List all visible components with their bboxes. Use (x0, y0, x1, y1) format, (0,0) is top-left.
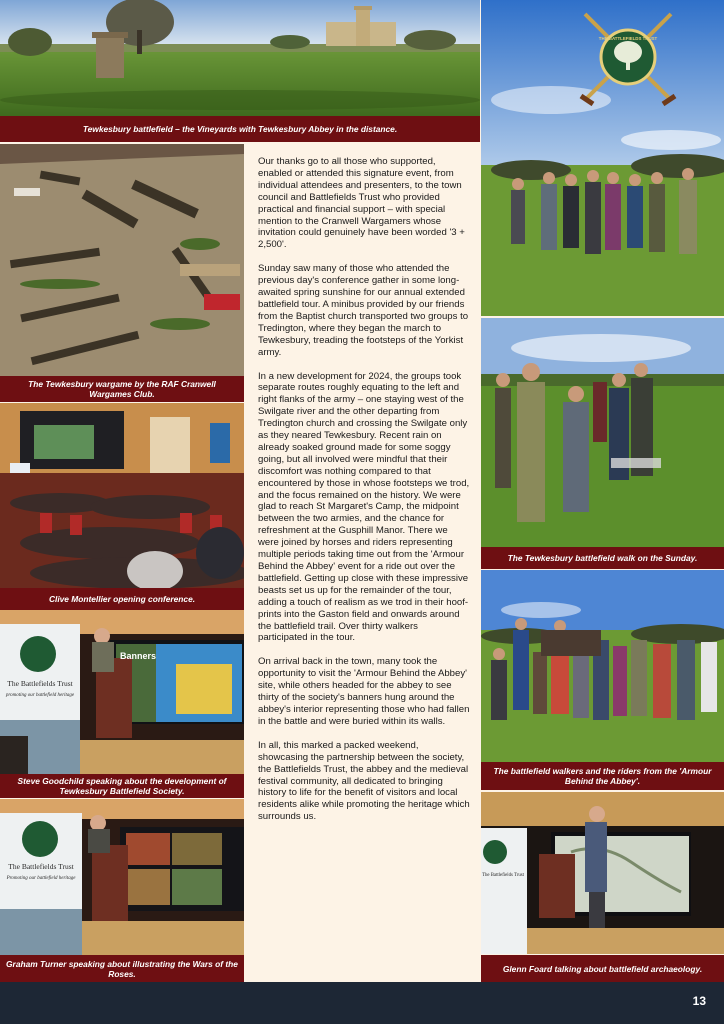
caption-vineyards: Tewkesbury battlefield – the Vineyards with Tewkesbury Abbey in the distance. (0, 116, 480, 142)
caption-turner: Graham Turner speaking about illustrating the Wars of the Roses. (0, 955, 244, 982)
photo-goodchild (0, 610, 244, 774)
banner-goodchild-tagline: promoting our battlefield heritage (5, 693, 75, 698)
logo-text: THE BATTLEFIELDS TRUST (598, 36, 658, 41)
caption-foard: Glenn Foard talking about battlefield archaeology. (481, 955, 724, 982)
banner-goodchild-title: The Battlefields Trust (7, 679, 73, 688)
photo-walk-sunday (481, 318, 724, 547)
photo-turner (0, 799, 244, 955)
photo-wargame (0, 144, 244, 376)
page-number: 13 (692, 994, 706, 1008)
caption-goodchild: Steve Goodchild speaking about the development of Tewkesbury Battlefield Society. (0, 774, 244, 798)
photo-vineyards (0, 0, 480, 116)
screen-word-banners: Banners (120, 651, 157, 661)
caption-walk-sunday: The Tewkesbury battlefield walk on the Sunday. (481, 547, 724, 569)
body-paragraph-2: Sunday saw many of those who attended the previous day's conference gather in some long-awaited spring sunshine for our annual extended battlefield tour. A minibus provided by our friends from the Baptist church transported two groups to Tredington, where they began the march to Tewkesbury, treading the footsteps of the Yorkist army. (258, 263, 469, 358)
page-footer (0, 982, 724, 1024)
banner-foard-title: The Battlefields Trust (482, 873, 524, 878)
caption-wargame: The Tewkesbury wargame by the RAF Cranwell Wargames Club. (0, 376, 244, 402)
banner-turner-tagline: Promoting our battlefield heritage (6, 876, 76, 881)
body-paragraph-5: In all, this marked a packed weekend, showcasing the partnership between the society, the Battlefields Trust, the abbey and the medieval festival community, all dedicated to bringing history to life for the benefit of visitors and local residents alike while promoting the heritage which surrounds us. (258, 739, 470, 823)
caption-walkers-riders: The battlefield walkers and the riders from the 'Armour Behind the Abbey'. (481, 762, 724, 790)
article-body (244, 144, 480, 982)
photo-foard (481, 792, 724, 954)
body-paragraph-1: Our thanks go to all those who supported, enabled or attended this signature event, from individual attendees and presenters, to the town council and Battlefields Trust who provided practical and financial support – with special mention to the Cranwell Wargamers whose invitation could genuinely have been worded '3 + 2,500'. (258, 156, 465, 251)
photo-walkers-riders (481, 570, 724, 762)
body-paragraph-4: On arrival back in the town, many took the opportunity to visit the 'Armour Behind the Abbey' site, while others headed for the abbey to see thirty of the society's banners hung around the abbey's interior representing those who had fallen in the battle and were buried within its walls. (258, 656, 470, 727)
caption-montellier: Clive Montellier opening conference. (0, 588, 244, 610)
photo-montellier (0, 403, 244, 588)
body-paragraph-3: In a new development for 2024, the groups took separate routes roughly equating to the left and right flanks of the army – one staying west of the Swilgate river and the other departing from Tredington church and crossing the Swilgate only as they neared Tewkesbury. Recent rain on already soaked ground made for some soggy going, but all involved were mindful that their discomfort was nothing compared to that encountered by those in whose footsteps we trod, and the focus remained on the history. We were glad to reach St Margaret's Camp, the midpoint between the two armies, and the chance for refreshment at the Gusphill Manor. There we were joined by horses and riders representing multiple periods taking time out from the 'Armour Behind the Abbey' event for a ride out over the battlefield. Getting up close with these impressive beasts set us up for the remainder of the tour, adding a touch of realism as we trod in their hoof-prints into the Gaston field and onwards around the battlefield trail. Over thirty walkers participated in the tour. (258, 370, 470, 644)
banner-turner-title: The Battlefields Trust (8, 862, 74, 871)
photo-walk-group (481, 0, 724, 316)
